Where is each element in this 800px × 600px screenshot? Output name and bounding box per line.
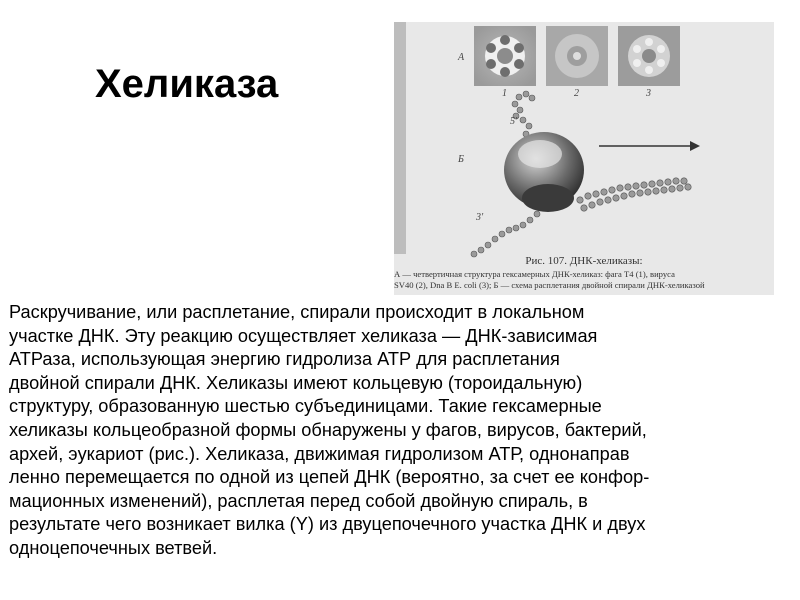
text-line: Раскручивание, или расплетание, спирали происходит в локальном bbox=[9, 302, 585, 322]
em-label-2: 2 bbox=[574, 88, 579, 99]
slide-title: Хеликаза bbox=[95, 62, 279, 106]
text-line: АТРаза, использующая энергию гидролиза АТР для расплетания bbox=[9, 349, 560, 370]
text-line: хеликазы кольцеобразной формы обнаружены у фагов, вирусов, бактерий, bbox=[9, 419, 647, 440]
body-paragraph bbox=[9, 301, 794, 561]
em-image-2 bbox=[546, 26, 608, 86]
text-line: двойной спирали ДНК. Хеликазы имеют кольцевую (тороидальную) bbox=[9, 372, 583, 393]
strand-label-5: 5′ bbox=[510, 116, 518, 127]
text-line: структуру, образованную шестью субъединицами. Такие гексамерные bbox=[9, 396, 602, 417]
figure-caption-line: А — четвертичная структура гексамерных ДНК-хеликаз: фага Т4 (1), вируса bbox=[394, 269, 675, 279]
em-image-1 bbox=[474, 26, 536, 86]
text-line: участке ДНК. Эту реакцию осуществляет хеликаза — ДНК-зависимая bbox=[9, 325, 598, 346]
helicase-hexamer bbox=[504, 132, 584, 212]
panel-a-label: А bbox=[458, 52, 465, 63]
em-label-1: 1 bbox=[502, 88, 507, 99]
figure-caption-description bbox=[394, 269, 774, 291]
text-line: архей, эукариот (рис.). Хеликаза, движимая гидролизом АТР, однонаправ bbox=[9, 443, 630, 464]
single-strand-5 bbox=[512, 91, 535, 137]
panel-b-label: Б bbox=[458, 154, 464, 165]
figure-caption-title: Рис. 107. ДНК-хеликазы: bbox=[525, 255, 643, 267]
dna-duplex bbox=[577, 178, 691, 211]
text-line: результате чего возникает вилка (Y) из двуцепочечного участка ДНК и двух bbox=[9, 514, 646, 535]
em-image-3 bbox=[618, 26, 680, 86]
figure-caption-line: SV40 (2), Dna B E. coli (3); Б — схема расплетания двойной спирали ДНК-хеликазой bbox=[394, 280, 705, 290]
em-label-3: 3 bbox=[646, 88, 651, 99]
helicase-figure bbox=[394, 22, 774, 295]
scan-edge bbox=[394, 22, 406, 254]
text-line: одноцепочечных ветвей. bbox=[9, 537, 218, 558]
text-line: ленно перемещается по одной из цепей ДНК (вероятно, за счет ее конфор- bbox=[9, 467, 650, 488]
text-line: мационных изменений), расплетая перед собой двойную спираль, в bbox=[9, 490, 588, 511]
direction-arrow bbox=[599, 141, 700, 151]
strand-label-3: 3′ bbox=[476, 212, 484, 223]
